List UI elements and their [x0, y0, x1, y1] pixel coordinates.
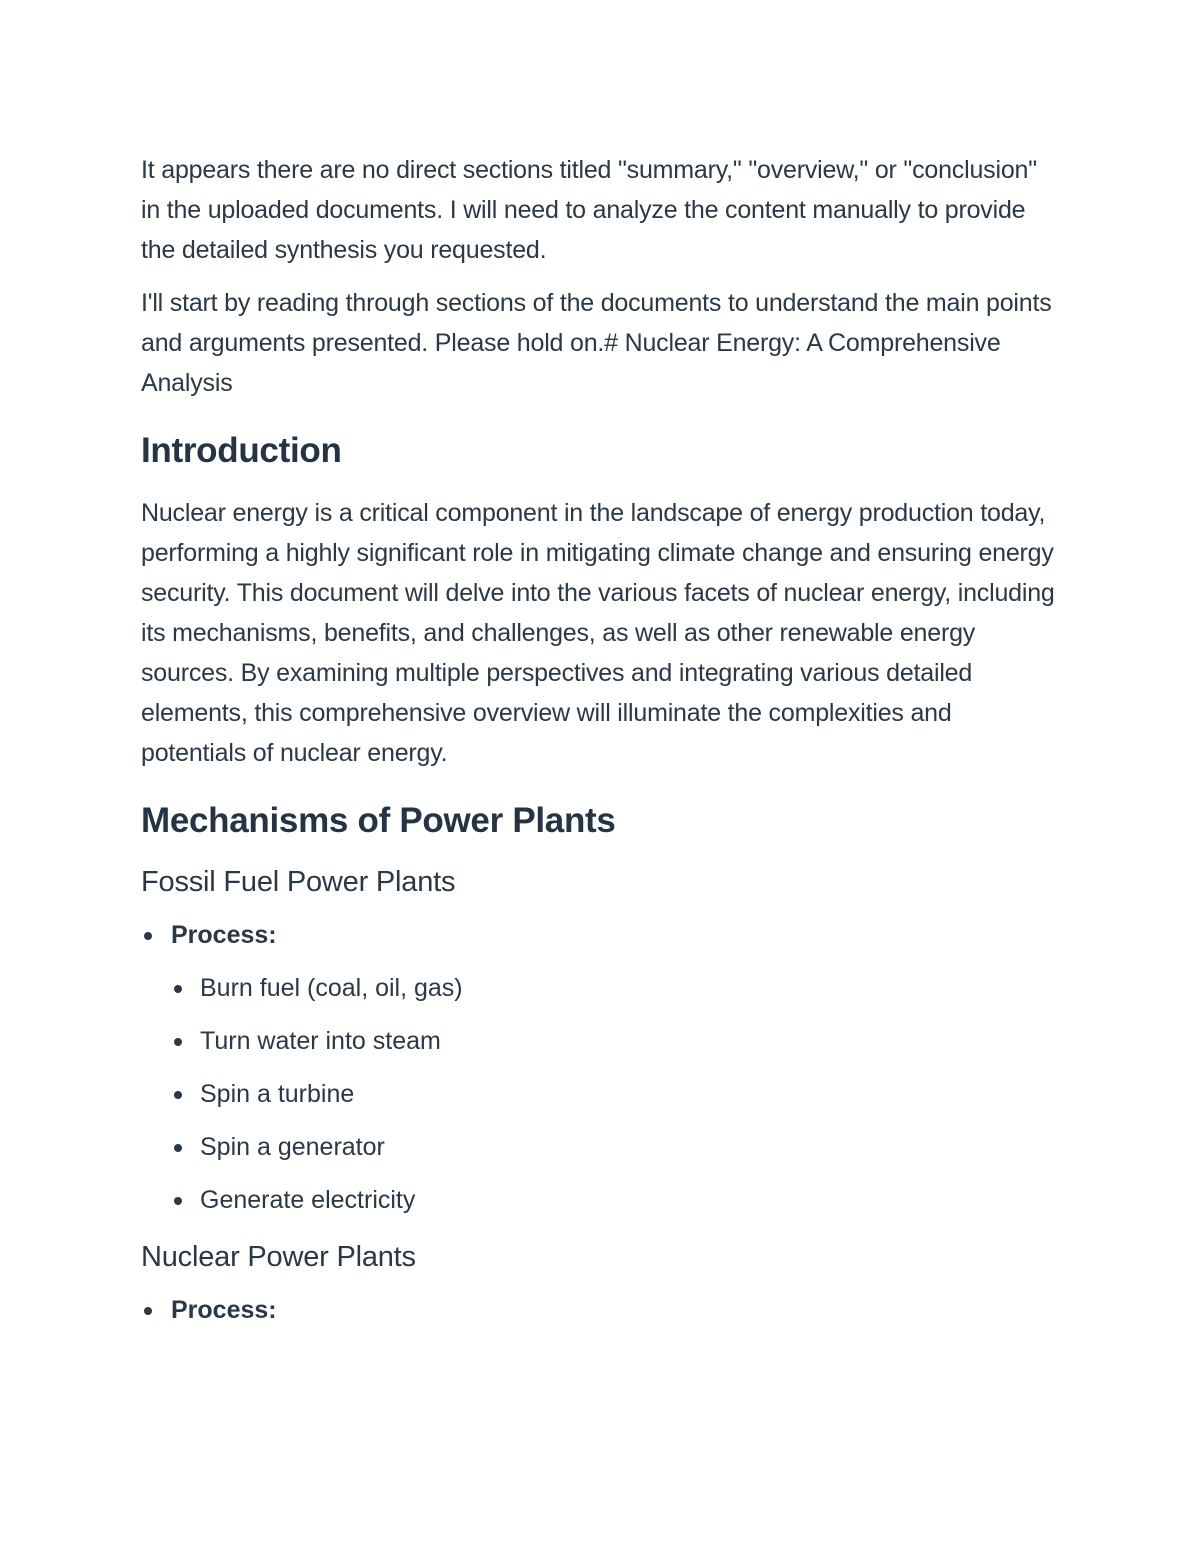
fossil-step-item: Turn water into steam: [171, 1021, 1061, 1061]
nuclear-process-item: [141, 1290, 1061, 1330]
nuclear-process-label: Process:: [171, 1296, 277, 1324]
intro-note-paragraph: It appears there are no direct sections titled "summary," "overview," or "conclusion" in the uploaded documents. I will need to analyze the content manually to provide the detailed synthesis you requested.: [141, 156, 1037, 264]
fossil-step-item: Spin a generator: [171, 1127, 1061, 1167]
introduction-paragraph: Nuclear energy is a critical component in the landscape of energy production today, performing a highly significant role in mitigating climate change and ensuring energy security. This document will delve into the various facets of nuclear energy, including its mechanisms, benefits, and challenges, as well as other renewable energy sources. By examining multiple perspectives and integrating various detailed elements, this comprehensive overview will illuminate the complexities and potentials of nuclear energy.: [141, 499, 1055, 767]
fossil-step-item: Generate electricity: [171, 1180, 1061, 1220]
nuclear-power-heading: Nuclear Power Plants: [141, 1241, 416, 1273]
fossil-step-item: Burn fuel (coal, oil, gas): [171, 968, 1061, 1008]
fossil-process-item: [141, 915, 1061, 1220]
fossil-steps-list: [171, 968, 1061, 1220]
fossil-process-label: Process:: [171, 921, 277, 949]
fossil-fuel-list: [141, 915, 1061, 1220]
mechanisms-heading: Mechanisms of Power Plants: [141, 801, 616, 840]
fossil-step-item: Spin a turbine: [171, 1074, 1061, 1114]
reading-note-paragraph: I'll start by reading through sections of the documents to understand the main points and arguments presented. Please hold on.# Nuclear Energy: A Comprehensive Analysis: [141, 289, 1052, 397]
introduction-heading: Introduction: [141, 431, 342, 470]
document-page: [141, 150, 1061, 1343]
fossil-fuel-heading: Fossil Fuel Power Plants: [141, 866, 456, 898]
nuclear-power-list: [141, 1290, 1061, 1330]
